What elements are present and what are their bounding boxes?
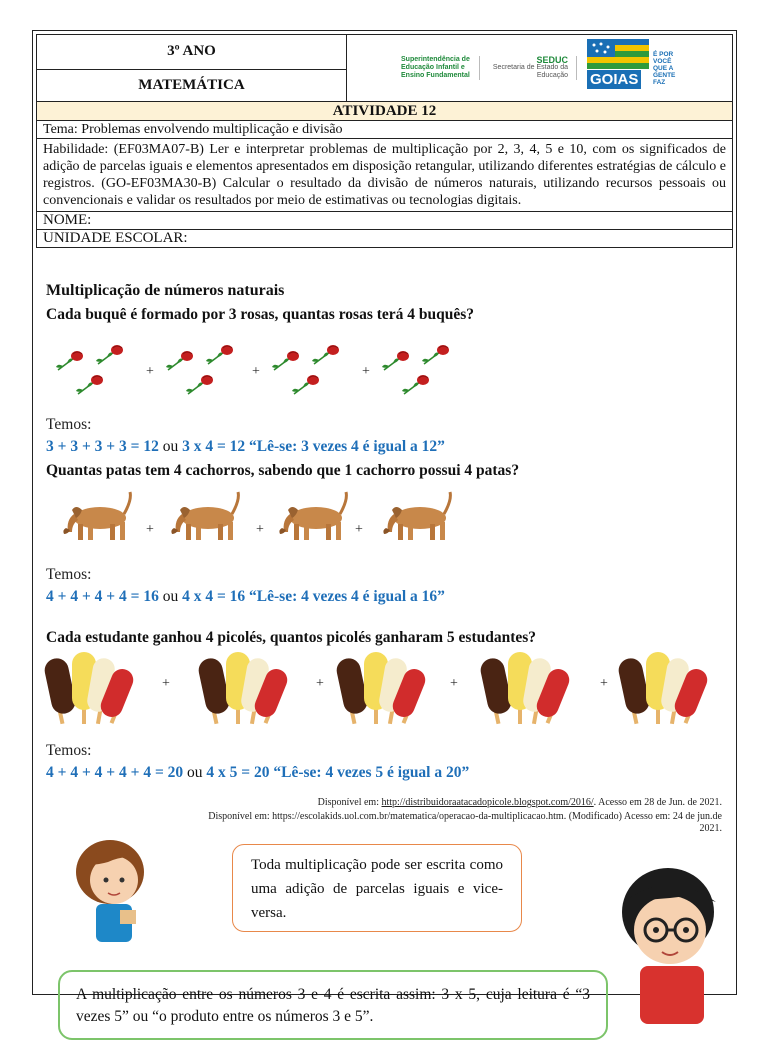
popsicles-2 xyxy=(196,652,290,724)
tema-row: Tema: Problemas envolvendo multiplicação e divisão xyxy=(37,121,733,139)
plus-sign: + xyxy=(600,676,608,691)
unidade-escolar-field[interactable]: UNIDADE ESCOLAR: xyxy=(37,230,733,248)
girl-illustration xyxy=(76,840,144,942)
plus-sign: + xyxy=(362,364,370,379)
dog-4 xyxy=(383,492,450,540)
sum-equation: 3 + 3 + 3 + 3 = 12 xyxy=(46,438,159,455)
temos-label: Temos: xyxy=(46,416,92,433)
grade-label: 3º ANO xyxy=(37,35,347,70)
plus-sign: + xyxy=(162,676,170,691)
question-popsicles: Cada estudante ganhou 4 picolés, quantos picolés ganharam 5 estudantes? xyxy=(46,629,537,646)
temos-label: Temos: xyxy=(46,566,92,583)
plus-sign: + xyxy=(146,522,154,537)
plus-sign: + xyxy=(316,676,324,691)
source-prefix: Disponível em: xyxy=(317,797,382,808)
rose-bouquet-4 xyxy=(382,345,449,394)
equation-popsicles xyxy=(46,764,469,782)
boy-illustration xyxy=(622,868,716,1024)
logo-seduc-title: SEDUC xyxy=(536,55,568,65)
goias-slogan: É POR VOCÊ QUE A GENTE FAZ xyxy=(653,50,676,86)
equation-roses xyxy=(46,438,445,456)
bottom-note: A multiplicação entre os números 3 e 4 é escrita assim: 3 x 5, cuja leitura é “3 vezes 5” ou “o produto entre os números 3 e 5”. xyxy=(58,970,608,1040)
speech-bubble: Toda multiplicação pode ser escrita como uma adição de parcelas iguais e vice-versa. xyxy=(232,844,522,932)
plus-sign: + xyxy=(450,676,458,691)
rose-bouquet-3 xyxy=(272,345,339,394)
source-line-1 xyxy=(318,797,722,809)
ou-word: ou xyxy=(162,438,179,455)
dog-2 xyxy=(171,492,238,540)
mult-equation: 4 x 4 = 16 “Lê-se: 4 vezes 4 é igual a 16” xyxy=(182,588,445,605)
activity-title: ATIVIDADE 12 xyxy=(37,102,733,121)
logo-seduc-sub: Secretaria de Estado da Educação xyxy=(492,64,568,79)
sum-equation: 4 + 4 + 4 + 4 = 16 xyxy=(46,588,159,605)
nome-field[interactable]: NOME: xyxy=(37,212,733,230)
ou-word: ou xyxy=(162,588,179,605)
question-dogs: Quantas patas tem 4 cachorros, sabendo que 1 cachorro possui 4 patas? xyxy=(46,462,520,479)
plus-sign: + xyxy=(256,522,264,537)
dog-1 xyxy=(63,492,130,540)
equation-dogs xyxy=(46,588,445,606)
rose-bouquet-2 xyxy=(166,345,233,394)
popsicles-1 xyxy=(42,652,136,724)
temos-label: Temos: xyxy=(46,742,92,759)
subject-label: MATEMÁTICA xyxy=(37,69,347,101)
popsicles-3 xyxy=(334,652,428,724)
popsicles-4 xyxy=(478,652,572,724)
habilidade-row: Habilidade: (EF03MA07-B) Ler e interpretar problemas de multiplicação por 2, 3, 4, 5 e 10, com os significados de adição de parcelas iguais e elementos apresentados em disposição retangular, utilizando diferentes estratégias de cálculo e registros. (GO-EF03MA30-B) Calcular o resultado da divisão de números naturais, utilizando recursos pessoais ou convencionais e validar os resultados por meio de estimativas ou tecnologias digitais. xyxy=(37,139,733,212)
mult-equation: 3 x 4 = 12 “Lê-se: 3 vezes 4 é igual a 12” xyxy=(182,438,445,455)
plus-sign: + xyxy=(355,522,363,537)
source-line-2: Disponível em: https://escolakids.uol.com.br/matematica/operacao-da-multiplicacao.htm. (Modificado) Acesso em: 24 de jun.de xyxy=(208,811,722,822)
plus-sign: + xyxy=(252,364,260,379)
ou-word: ou xyxy=(187,764,203,781)
popsicles-5 xyxy=(616,652,710,724)
rose-bouquet-1 xyxy=(56,345,123,394)
goias-wordmark: GOIAS xyxy=(587,70,641,89)
dog-3 xyxy=(279,492,346,540)
question-roses: Cada buquê é formado por 3 rosas, quantas rosas terá 4 buquês? xyxy=(46,306,475,323)
sum-equation: 4 + 4 + 4 + 4 + 4 = 20 xyxy=(46,764,184,781)
section-title: Multiplicação de números naturais xyxy=(46,282,285,299)
mult-equation: 4 x 5 = 20 “Lê-se: 4 vezes 5 é igual a 20” xyxy=(206,764,470,781)
source-suffix: . Acesso em 28 de Jun. de 2021. xyxy=(593,797,722,808)
plus-sign: + xyxy=(146,364,154,379)
source-line-3: 2021. xyxy=(699,823,722,834)
source-link[interactable]: http://distribuidoraatacadopicole.blogspot.com/2016/ xyxy=(381,797,594,808)
logo-org-text: Superintendência de Educação Infantil e Ensino Fundamental xyxy=(401,56,480,80)
